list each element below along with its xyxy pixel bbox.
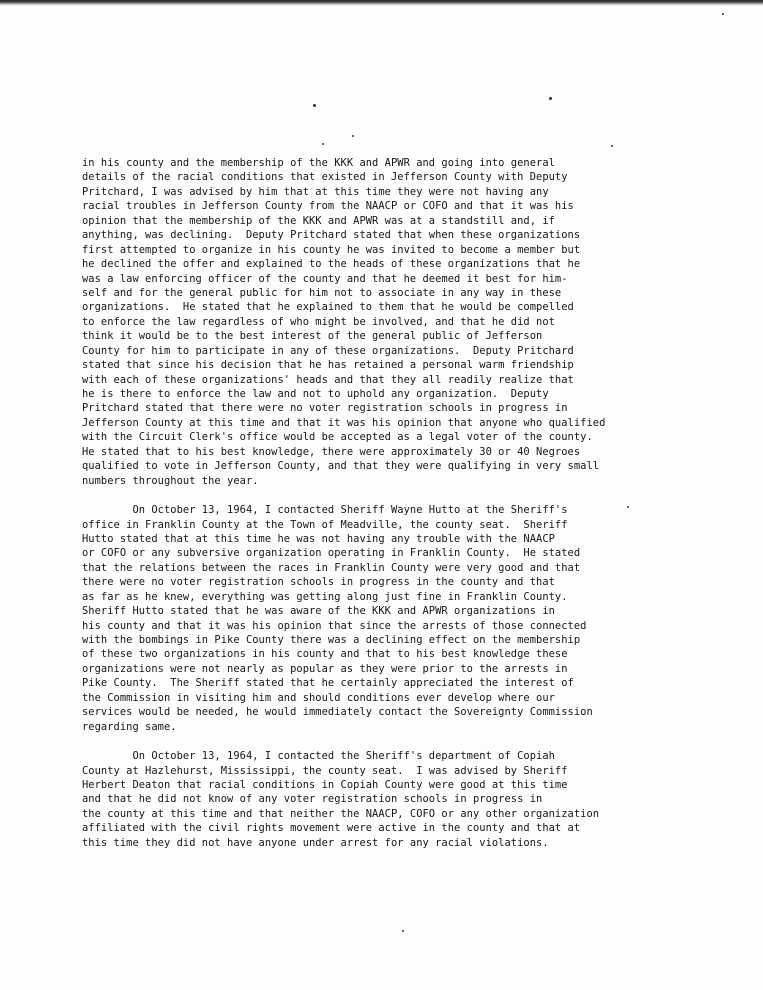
text-line: affiliated with the civil rights movement were active in the county and that at [82, 822, 581, 835]
text-line: with each of these organizations' heads and that they all readily realize that [82, 373, 574, 386]
text-line: and that he did not know of any voter registration schools in progress in [82, 793, 543, 806]
text-line: Pike County. The Sheriff stated that he certainly appreciated the interest of [82, 677, 574, 690]
scan-speck [722, 13, 724, 15]
text-line: to enforce the law regardless of who might be involved, and that he did not [82, 315, 555, 328]
text-line: He stated that to his best knowledge, there were approximately 30 or 40 Negroes [82, 445, 581, 458]
text-line: stated that since his decision that he has retained a personal warm friendship [82, 359, 574, 372]
text-line: County for him to participate in any of these organizations. Deputy Pritchard [82, 344, 574, 357]
text-line: County at Hazlehurst, Mississippi, the county seat. I was advised by Sheriff [82, 764, 568, 777]
scan-speck [313, 104, 316, 107]
text-line: Herbert Deaton that racial conditions in Copiah County were good at this time [82, 778, 568, 791]
text-line: Pritchard stated that there were no voter registration schools in progress in [82, 402, 568, 415]
text-line: with the bombings in Pike County there was a declining effect on the membership [82, 634, 581, 646]
text-line: details of the racial conditions that existed in Jefferson County with Deputy [82, 171, 568, 184]
text-line: qualified to vote in Jefferson County, and that they were qualifying in very small [82, 460, 600, 473]
text-line: first attempted to organize in his county he was invited to become a member but [82, 243, 581, 256]
text-line: the county at this time and that neither the NAACP, COFO or any other organization [82, 807, 600, 820]
text-line: organizations. He stated that he explained to them that he would be compelled [82, 301, 574, 314]
text-line: Jefferson County at this time and that it was his opinion that anyone who qualified [82, 416, 606, 429]
scan-speck [322, 143, 324, 145]
text-line: On October 13, 1964, I contacted the Sheriff's department of Copiah [82, 750, 555, 763]
text-line: there were no voter registration schools in progress in the county and that [82, 576, 555, 589]
scan-speck [402, 930, 404, 932]
paragraph-gap [82, 734, 702, 749]
paragraph-sheriff-hutto [82, 503, 702, 734]
scan-speck [352, 135, 354, 137]
paragraph-gap [82, 488, 702, 503]
scan-speck [549, 97, 552, 100]
text-line: was a law enforcing officer of the county and that he deemed it best for him- [82, 272, 568, 285]
text-line: office in Franklin County at the Town of Meadville, the county seat. Sheriff [82, 518, 568, 531]
text-line: in his county and the membership of the KKK and APWR and going into general [82, 157, 555, 169]
text-line: as far as he knew, everything was getting along just fine in Franklin County. [82, 590, 568, 603]
text-line: services would be needed, he would immediately contact the Sovereignty Commission [82, 706, 593, 719]
text-line: the Commission in visiting him and should conditions ever develop where our [82, 691, 555, 704]
text-line: with the Circuit Clerk's office would be accepted as a legal voter of the county. [82, 431, 593, 444]
text-line: he declined the offer and explained to the heads of these organizations that he [82, 258, 581, 271]
text-line: organizations were not nearly as popular as they were prior to the arrests in [82, 662, 568, 675]
text-line: On October 13, 1964, I contacted Sheriff Wayne Hutto at the Sheriff's [82, 504, 568, 517]
text-line: of these two organizations in his county and that to his best knowledge these [82, 648, 568, 661]
text-line: his county and that it was his opinion that since the arrests of those connected [82, 619, 587, 632]
text-line: or COFO or any subversive organization operating in Franklin County. He stated [82, 547, 581, 560]
text-line: he is there to enforce the law and not to uphold any organization. Deputy [82, 388, 549, 400]
text-line: numbers throughout the year. [82, 474, 259, 487]
paragraph-deputy-pritchard [82, 156, 702, 488]
paragraph-copiah-county [82, 749, 702, 850]
text-line: this time they did not have anyone under arrest for any racial violations. [82, 836, 549, 849]
text-line: Sheriff Hutto stated that he was aware of the KKK and APWR organizations in [82, 605, 555, 618]
text-line: that the relations between the races in Franklin County were very good and that [82, 561, 581, 574]
text-line: anything, was declining. Deputy Pritchard stated that when these organizations [82, 229, 581, 242]
text-line: Pritchard, I was advised by him that at this time they were not having any [82, 185, 549, 198]
text-line: Hutto stated that at this time he was not having any trouble with the NAACP [82, 532, 555, 545]
text-line: opinion that the membership of the KKK and APWR was at a standstill and, if [82, 214, 555, 227]
typed-text-body [82, 156, 702, 850]
text-line: think it would be to the best interest of the general public of Jefferson [82, 330, 543, 343]
scan-top-edge [0, 0, 763, 6]
text-line: racial troubles in Jefferson County from the NAACP or COFO and that it was his [82, 200, 574, 213]
text-line: regarding same. [82, 720, 177, 733]
text-line: self and for the general public for him not to associate in any way in these [82, 286, 562, 299]
scan-speck [611, 145, 613, 147]
